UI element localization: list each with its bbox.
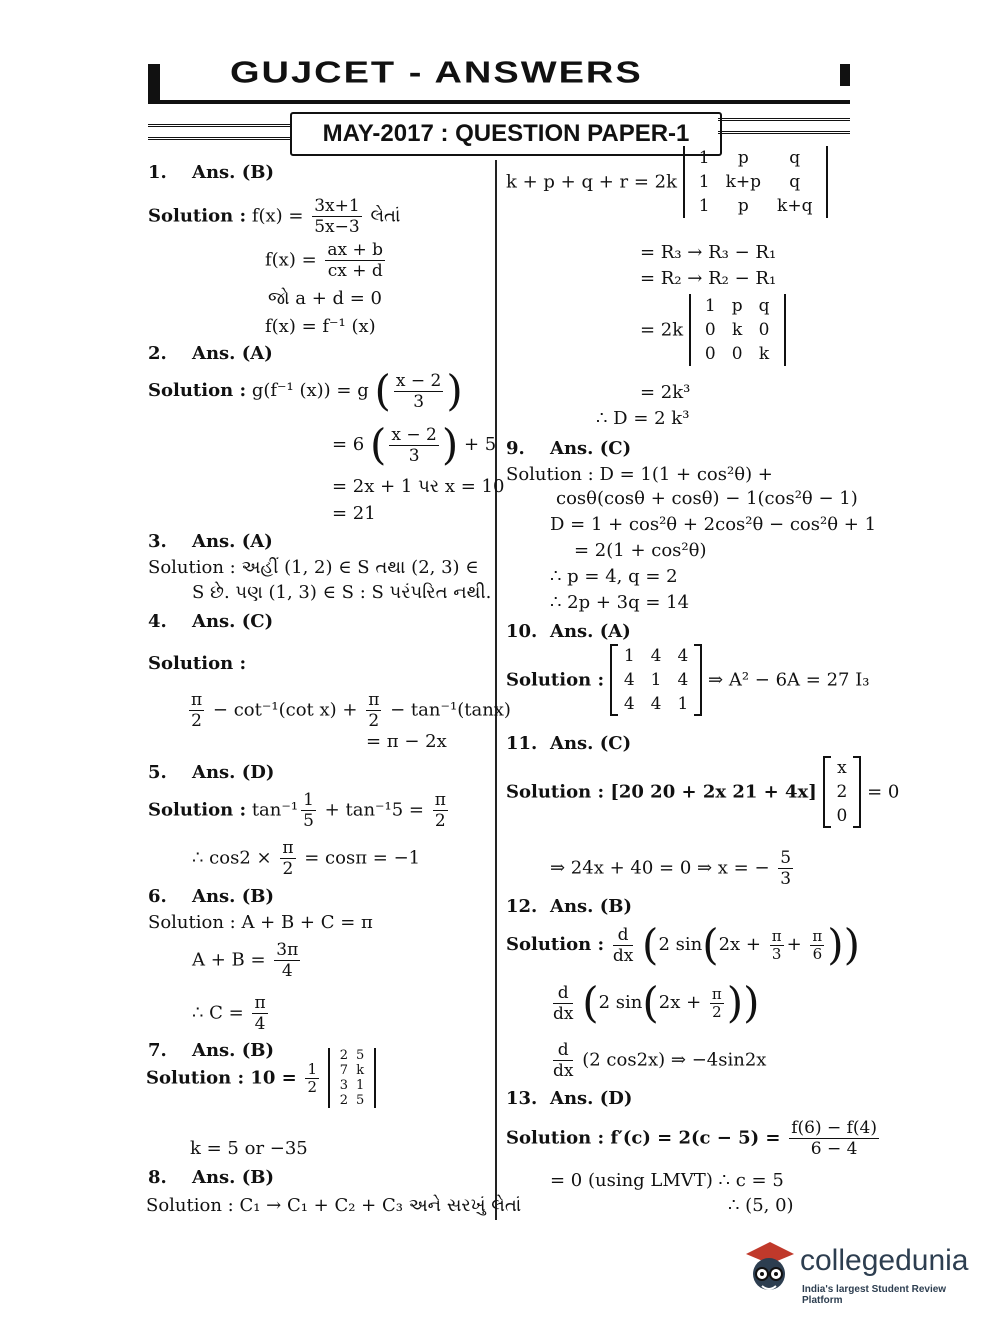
banner-rule-right bbox=[718, 118, 850, 134]
q10-number: 10. bbox=[506, 621, 538, 642]
q7-determinant bbox=[328, 1048, 377, 1108]
q8-line1: Solution : C₁ → C₁ + C₂ + C₃ અને સરખું લેતાં bbox=[146, 1195, 522, 1216]
q10-matrix-cell: 1 bbox=[623, 646, 635, 666]
q8b-line2: = 2k 1 p q 0 k 0 0 0 k bbox=[640, 294, 786, 366]
q1-line3: જો a + d = 0 bbox=[268, 288, 383, 309]
logo-tagline: India's largest Student Review Platform bbox=[802, 1284, 947, 1306]
q8b-result2: ∴ D = 2 k³ bbox=[596, 408, 690, 429]
q8b-op1: = R₃ → R₃ − R₁ bbox=[640, 242, 777, 263]
q4-line1: $\frac{\pi}{2}$ − cot⁻¹(cot x) + $\frac{\pi}{2}$ − tan⁻¹(tanx) bbox=[191, 690, 511, 731]
q9-line4: = 2(1 + cos²θ) bbox=[574, 540, 707, 561]
q11-number: 11. bbox=[506, 733, 538, 754]
q6-number: 6. bbox=[148, 886, 167, 907]
q9-number: 9. bbox=[506, 438, 525, 459]
q7-line1: Solution : 10 = $\frac{1}{2}$ 2 5 7 k 3 1 2 5 bbox=[146, 1048, 376, 1108]
q1-line4: f(x) = f⁻¹ (x) bbox=[265, 316, 376, 337]
q8-determinant-row bbox=[691, 170, 821, 194]
q11-vector-cell: x bbox=[837, 758, 847, 778]
q8-determinant-row bbox=[691, 146, 821, 170]
graduate-mascot-icon bbox=[742, 1236, 796, 1298]
q7-line2: k = 5 or −35 bbox=[190, 1138, 308, 1159]
q6-answer: Ans. (B) bbox=[192, 886, 274, 907]
q8-determinant-reduced-row bbox=[697, 342, 778, 366]
q4-line2: = π − 2x bbox=[366, 731, 447, 752]
q8-determinant-reduced-cell: p bbox=[731, 296, 743, 316]
q10-matrix-cell: 1 bbox=[650, 670, 662, 690]
q9-line1: Solution : D = 1(1 + cos²θ) + bbox=[506, 464, 773, 485]
q12-line2: $\frac{d}{dx}$ (2 sin(2x + $\frac{\pi}{2}$ )) bbox=[553, 978, 760, 1027]
logo-name: collegedunia bbox=[800, 1244, 969, 1277]
q10-matrix-cell: 4 bbox=[650, 646, 662, 666]
q7-determinant-row bbox=[336, 1078, 369, 1093]
page-title: GUJCET - ANSWERS bbox=[230, 56, 643, 90]
q8-determinant-reduced-cell: q bbox=[758, 296, 770, 316]
q11-vector-row bbox=[829, 780, 856, 804]
q8-determinant-cell: k+p bbox=[725, 172, 762, 192]
q8-determinant-cell: p bbox=[737, 196, 749, 216]
q13-line1: Solution : f′(c) = 2(c − 5) = $\frac{f(6) - f(4)}{6 - 4}$ bbox=[506, 1118, 877, 1159]
q7-determinant-cell: 2 bbox=[339, 1093, 349, 1108]
header-right-block bbox=[840, 64, 850, 86]
q11-vector-row bbox=[829, 804, 856, 828]
q12-line3: $\frac{d}{dx}$ (2 cos2x) ⇒ −4sin2x bbox=[553, 1040, 767, 1081]
q7-determinant-row bbox=[336, 1063, 369, 1078]
q9-line2: cosθ(cosθ + cosθ) − 1(cos²θ − 1) bbox=[556, 488, 858, 509]
q1-line1: Solution : f(x) = $\frac{3x+1}{5x-3}$ લેતાં bbox=[148, 196, 401, 237]
q8-determinant-cell: q bbox=[789, 148, 801, 168]
q11-answer: Ans. (C) bbox=[550, 733, 632, 754]
q7-determinant-cell: 3 bbox=[339, 1078, 349, 1093]
q3-answer: Ans. (A) bbox=[192, 531, 273, 552]
q2-line4: = 21 bbox=[332, 503, 376, 524]
q1-number: 1. bbox=[148, 162, 167, 183]
q2-line1: Solution : g(f⁻¹ (x)) = g ( $\frac{x - 2}{3}$ ) bbox=[148, 366, 463, 415]
q7-number: 7. bbox=[148, 1040, 167, 1061]
q6-line3: ∴ C = $\frac{\pi}{4}$ bbox=[192, 993, 266, 1034]
q6-line1: Solution : A + B + C = π bbox=[148, 912, 373, 933]
q7-answer: Ans. (B) bbox=[192, 1040, 274, 1061]
q4-number: 4. bbox=[148, 611, 167, 632]
q8-number: 8. bbox=[148, 1167, 167, 1188]
q8-determinant-cell: k+q bbox=[777, 196, 813, 216]
q12-line1: Solution : $\frac{d}{dx}$ (2 sin(2x + $\frac{\pi}{3}$ + $\frac{\pi}{6}$ )) bbox=[506, 920, 861, 969]
q8-determinant-reduced-cell: k bbox=[758, 344, 770, 364]
q8-determinant-reduced-row bbox=[697, 294, 778, 318]
q5-number: 5. bbox=[148, 762, 167, 783]
q7-determinant-cell: 5 bbox=[356, 1093, 365, 1108]
q2-line3: = 2x + 1 પર x = 10 bbox=[332, 476, 505, 497]
q11-vector-row bbox=[829, 756, 856, 780]
q10-matrix-cell: 4 bbox=[677, 646, 689, 666]
q5-line2: ∴ cos2 × $\frac{\pi}{2}$ = cosπ = −1 bbox=[192, 838, 421, 879]
q11-vector-cell: 0 bbox=[836, 806, 848, 826]
q8-determinant-reduced-cell: 0 bbox=[704, 344, 716, 364]
q7-determinant-cell: 2 bbox=[339, 1048, 349, 1063]
q10-matrix-row bbox=[616, 692, 696, 716]
q11-line1: Solution : [20 20 + 2x 21 + 4x] x 2 0 = 0 bbox=[506, 758, 900, 826]
q10-matrix-cell: 4 bbox=[677, 670, 689, 690]
q8-determinant-cell: 1 bbox=[698, 172, 710, 192]
q5-line1: Solution : tan⁻¹ $\frac{1}{5}$ + tan⁻¹5 = $\frac{\pi}{2}$ bbox=[148, 790, 446, 831]
q4-answer: Ans. (C) bbox=[192, 611, 274, 632]
q8b-line1: k + p + q + r = 2k 1 p q 1 k+p q 1 p k+q bbox=[506, 146, 828, 218]
q10-matrix-cell: 4 bbox=[623, 670, 635, 690]
paper-banner: MAY-2017 : QUESTION PAPER-1 bbox=[290, 112, 722, 156]
q10-matrix-cell: 4 bbox=[650, 694, 662, 714]
q13-line2: = 0 (using LMVT) ∴ c = 5 bbox=[550, 1170, 784, 1191]
q9-line6: ∴ 2p + 3q = 14 bbox=[550, 592, 690, 613]
q9-answer: Ans. (C) bbox=[550, 438, 632, 459]
q8b-result1: = 2k³ bbox=[640, 382, 691, 403]
q3-number: 3. bbox=[148, 531, 167, 552]
q12-answer: Ans. (B) bbox=[550, 896, 632, 917]
q13-line3: ∴ (5, 0) bbox=[728, 1195, 794, 1216]
q1-answer: Ans. (B) bbox=[192, 162, 274, 183]
header-left-block bbox=[148, 64, 160, 100]
banner-rule-left bbox=[148, 124, 290, 140]
q8-determinant-reduced-cell: 0 bbox=[731, 344, 743, 364]
q10-line1: Solution : 1 4 4 4 1 4 4 4 1 ⇒ A² − 6A = 27 I₃ bbox=[506, 646, 870, 714]
q12-number: 12. bbox=[506, 896, 538, 917]
q8-determinant-reduced-cell: 0 bbox=[704, 320, 716, 340]
collegedunia-logo[interactable] bbox=[742, 1236, 972, 1306]
q10-matrix-cell: 4 bbox=[623, 694, 635, 714]
q7-determinant-row bbox=[336, 1093, 369, 1108]
q6-line2: A + B = $\frac{3\pi}{4}$ bbox=[192, 940, 299, 981]
q7-determinant-row bbox=[336, 1048, 369, 1063]
q8-determinant-reduced-row bbox=[697, 318, 778, 342]
q7-determinant-cell: 1 bbox=[356, 1078, 365, 1093]
q10-matrix-row bbox=[616, 668, 696, 692]
q2-line2: = 6 ( $\frac{x - 2}{3}$ ) + 5 bbox=[332, 420, 497, 469]
q8-determinant-cell: 1 bbox=[698, 196, 710, 216]
q10-answer: Ans. (A) bbox=[550, 621, 631, 642]
q13-answer: Ans. (D) bbox=[550, 1088, 633, 1109]
q13-number: 13. bbox=[506, 1088, 538, 1109]
q10-matrix-row bbox=[616, 644, 696, 668]
q7-determinant-cell: 7 bbox=[339, 1063, 349, 1078]
q7-determinant-cell: k bbox=[356, 1063, 365, 1078]
q9-line3: D = 1 + cos²θ + 2cos²θ − cos²θ + 1 bbox=[550, 514, 877, 535]
q8-determinant-row bbox=[691, 194, 821, 218]
q8-answer: Ans. (B) bbox=[192, 1167, 274, 1188]
q9-line5: ∴ p = 4, q = 2 bbox=[550, 566, 678, 587]
q3-line1: Solution : અહીં (1, 2) ∈ S તથા (2, 3) ∈ bbox=[148, 557, 479, 578]
q4-solution-label: Solution : bbox=[148, 653, 247, 674]
q11-line2: ⇒ 24x + 40 = 0 ⇒ x = − $\frac{5}{3}$ bbox=[550, 848, 792, 889]
q8-determinant-cell: p bbox=[737, 148, 749, 168]
q8-determinant-reduced-cell: 0 bbox=[758, 320, 770, 340]
q11-vector-cell: 2 bbox=[836, 782, 848, 802]
q5-answer: Ans. (D) bbox=[192, 762, 275, 783]
q8-determinant-cell: 1 bbox=[698, 148, 710, 168]
q8b-op2: = R₂ → R₂ − R₁ bbox=[640, 268, 777, 289]
q8-determinant-reduced-cell: 1 bbox=[704, 296, 716, 316]
q2-number: 2. bbox=[148, 343, 167, 364]
q2-answer: Ans. (A) bbox=[192, 343, 273, 364]
q8-determinant-cell: q bbox=[789, 172, 801, 192]
q8-determinant-reduced-cell: k bbox=[732, 320, 743, 340]
q7-determinant-cell: 5 bbox=[356, 1048, 365, 1063]
q3-line2: S છે. પણ (1, 3) ∈ S : S પરંપરિત નથી. bbox=[192, 582, 492, 603]
q10-matrix-cell: 1 bbox=[677, 694, 689, 714]
q1-line2: f(x) = $\frac{ax + b}{cx + d}$ bbox=[265, 240, 384, 281]
